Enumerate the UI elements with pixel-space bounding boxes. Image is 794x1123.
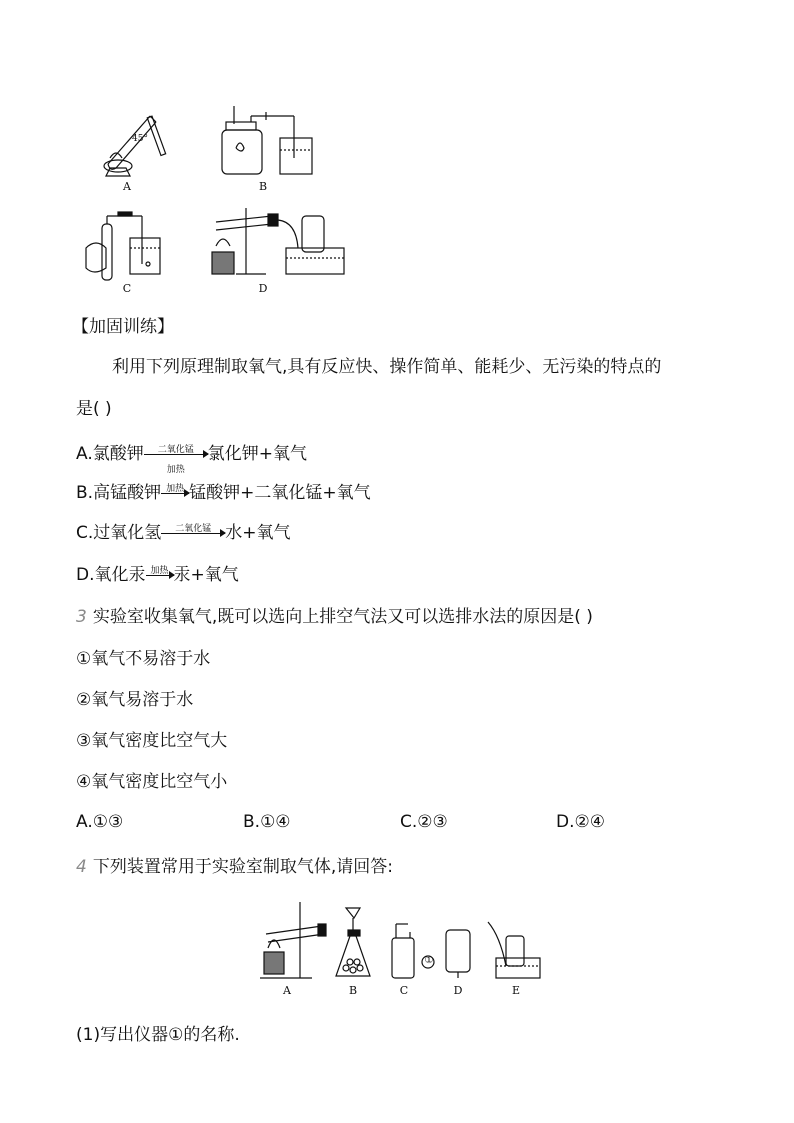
q4-fig-label-a: A xyxy=(283,984,291,997)
apparatus-drawing-top xyxy=(76,98,356,298)
q4-fig-label-c: C xyxy=(399,984,409,997)
arrow-condition-below: 加热 xyxy=(166,465,185,475)
q3-choice-c: C.②③ xyxy=(400,812,448,832)
fig-label-a: A xyxy=(123,180,131,193)
q4-stem-text: 下列装置常用于实验室制取气体,请回答: xyxy=(92,857,393,877)
q3-choice-d: D.②④ xyxy=(556,812,605,832)
q2-stem-line2: 是( ) xyxy=(76,399,112,419)
reaction-arrow xyxy=(161,484,189,494)
q3-statement-2: ②氧气易溶于水 xyxy=(76,690,194,710)
q2-option-a-prefix: A.氯酸钾 xyxy=(76,444,144,464)
q3-choice-b: B.①④ xyxy=(243,812,291,832)
fig-label-b: B xyxy=(258,180,268,193)
fig-label-c: C xyxy=(122,282,132,295)
q4-fig-label-e: E xyxy=(511,984,521,997)
q2-option-a xyxy=(76,443,307,475)
apparatus-figure-q4 xyxy=(256,896,546,1000)
fig-label-d: D xyxy=(258,282,268,295)
apparatus-figure-top xyxy=(76,98,356,298)
q2-option-c-prefix: C.过氧化氢 xyxy=(76,523,162,543)
arrow-condition-above: 二氧化锰 xyxy=(175,524,212,534)
q3-statement-4: ④氧气密度比空气小 xyxy=(76,772,228,792)
q2-option-a-suffix: 氯化钾+氧气 xyxy=(207,444,307,464)
q2-option-b xyxy=(76,482,371,504)
q4-fig-label-d: D xyxy=(453,984,463,997)
q2-option-d xyxy=(76,564,239,586)
q2-option-c xyxy=(76,522,291,544)
arrow-condition-above: 二氧化锰 xyxy=(157,445,194,455)
q2-option-d-suffix: 汞+氧气 xyxy=(173,565,239,585)
q2-option-c-suffix: 水+氧气 xyxy=(225,523,291,543)
fig-angle-label: 45° xyxy=(132,134,148,144)
q4-number: 4 xyxy=(76,857,87,877)
arrow-condition-above: 加热 xyxy=(166,484,185,494)
q4-fig-label-b: B xyxy=(348,984,358,997)
q2-option-b-suffix: 锰酸钾+二氧化锰+氧气 xyxy=(189,483,371,503)
q2-stem-line1: 利用下列原理制取氧气,具有反应快、操作简单、能耗少、无污染的特点的 xyxy=(112,357,662,377)
q3-number: 3 xyxy=(76,607,87,627)
q3-stem xyxy=(76,606,593,628)
section-heading: 【加固训练】 xyxy=(72,317,174,337)
q4-circle-label: ① xyxy=(424,955,434,966)
q2-option-b-prefix: B.高锰酸钾 xyxy=(76,483,162,503)
q4-sub1: (1)写出仪器①的名称. xyxy=(76,1025,240,1045)
q3-statement-3: ③氧气密度比空气大 xyxy=(76,731,228,751)
q3-stem-text: 实验室收集氧气,既可以选向上排空气法又可以选排水法的原因是( ) xyxy=(92,607,593,627)
reaction-arrow xyxy=(146,566,174,576)
q3-choice-a: A.①③ xyxy=(76,812,124,832)
q3-statement-1: ①氧气不易溶于水 xyxy=(76,649,211,669)
reaction-arrow xyxy=(161,524,225,534)
arrow-condition-above: 加热 xyxy=(150,566,169,576)
reaction-arrow xyxy=(144,445,208,475)
q2-option-d-prefix: D.氧化汞 xyxy=(76,565,146,585)
q4-stem xyxy=(76,856,393,878)
